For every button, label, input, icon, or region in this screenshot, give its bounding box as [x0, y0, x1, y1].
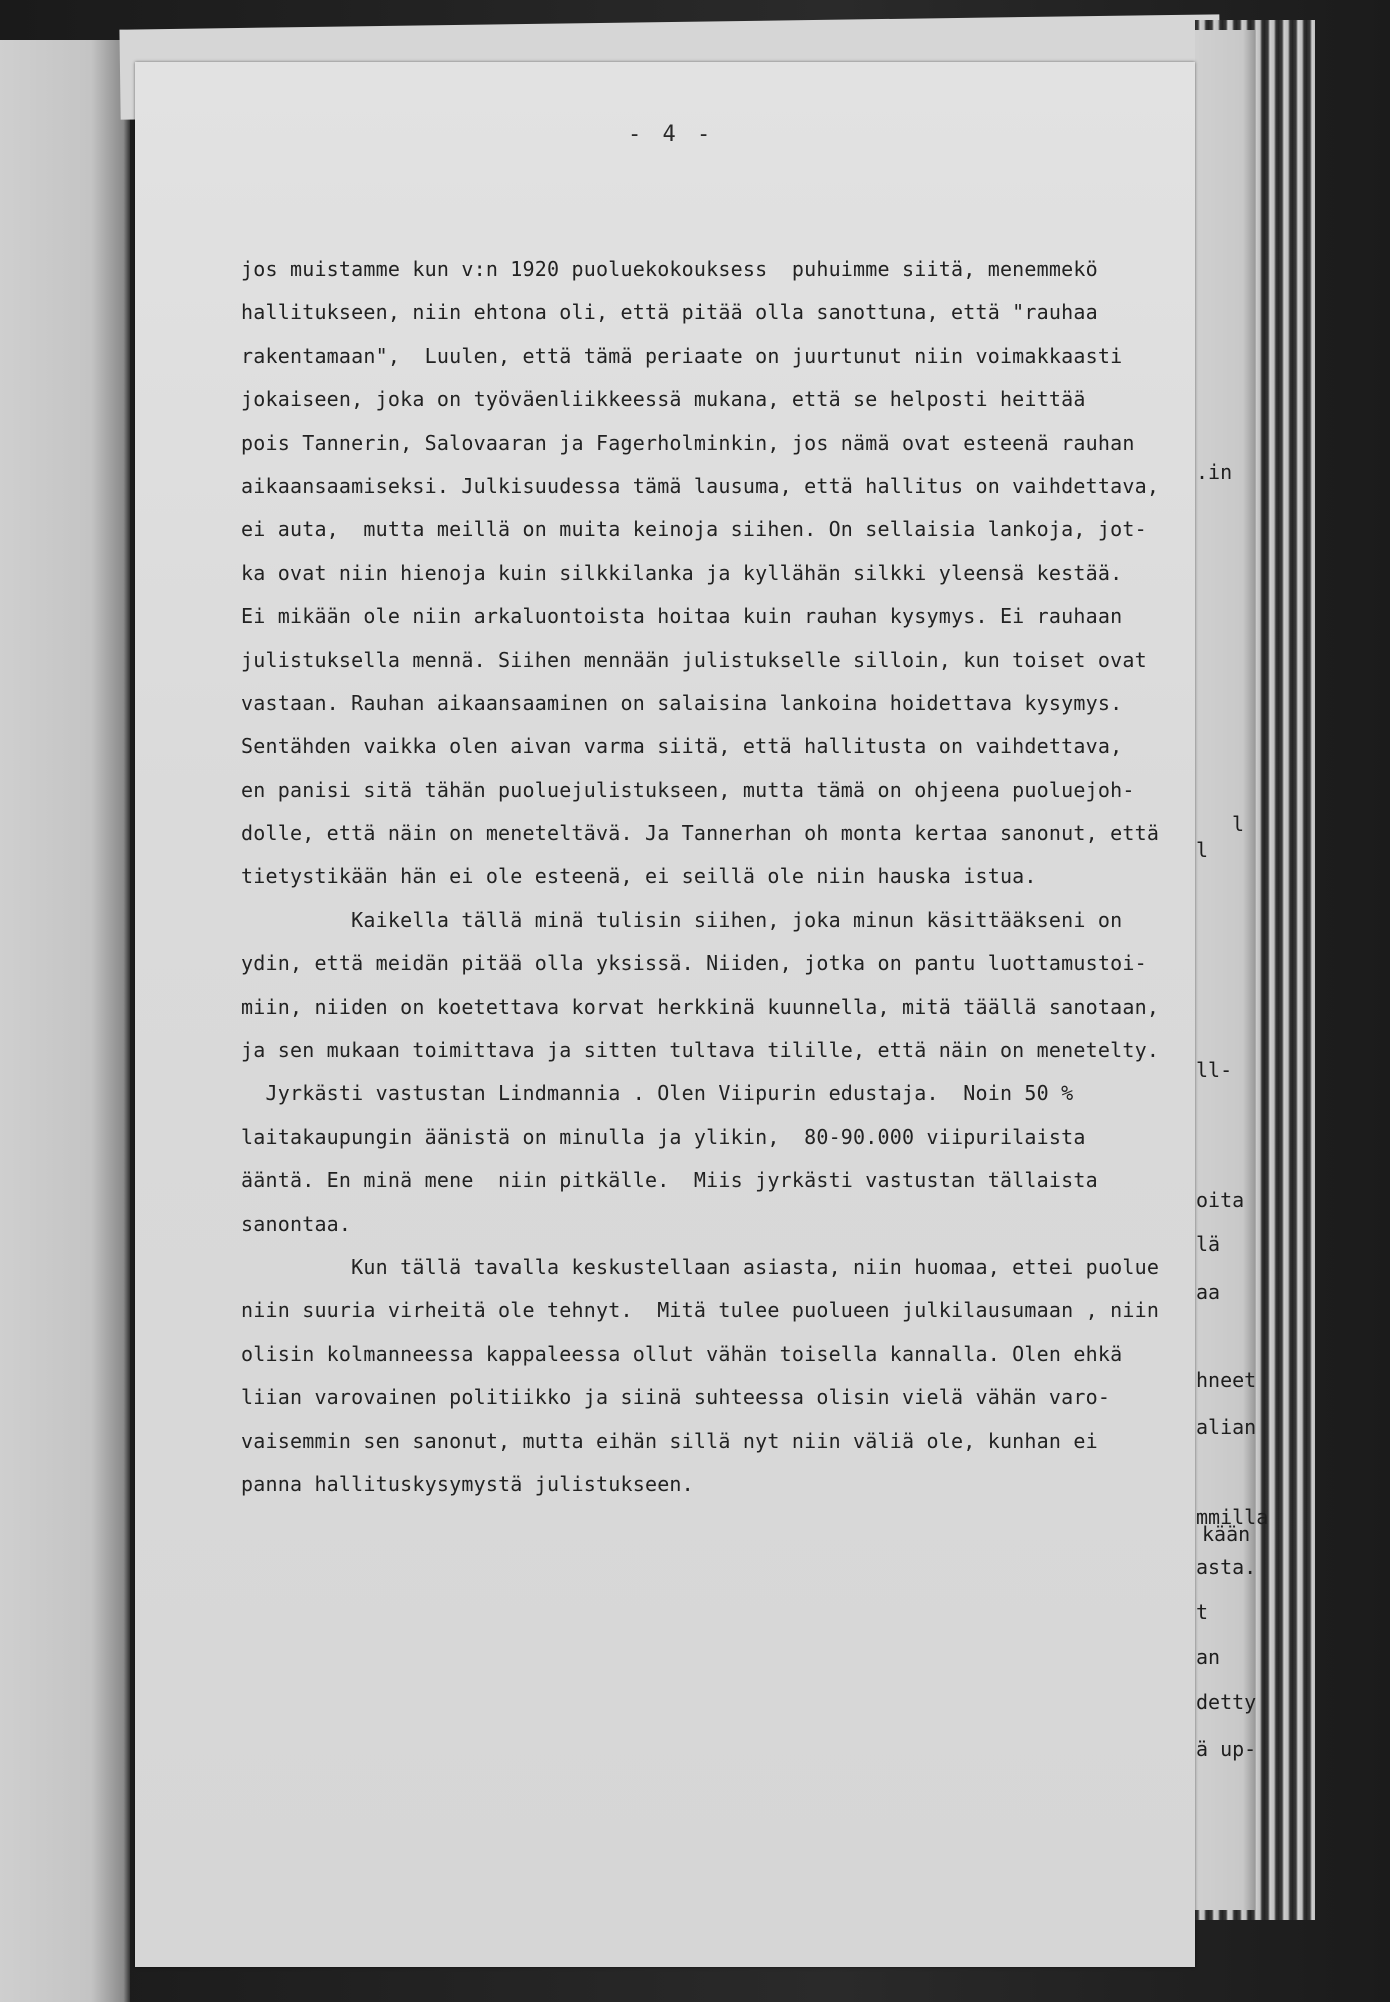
text-line: liian varovainen politiikko ja siinä suhteessa olisin vielä vähän varo-	[241, 1385, 1111, 1410]
margin-fragment: hneet	[1196, 1368, 1257, 1392]
margin-fragment: oita	[1196, 1188, 1245, 1212]
margin-fragment: mmilla	[1196, 1505, 1269, 1529]
page-number: - 4 -	[628, 122, 715, 147]
margin-fragment: ll-	[1196, 1058, 1233, 1082]
margin-fragment: t	[1196, 1600, 1209, 1624]
binding-edge	[0, 40, 130, 2002]
text-line: ka ovat niin hienoja kuin silkkilanka ja kyllähän silkki yleensä kestää.	[241, 560, 1123, 585]
margin-fragment: kään	[1202, 1522, 1251, 1546]
text-line: olisin kolmanneessa kappaleessa ollut vähän toisella kannalla. Olen ehkä	[241, 1341, 1123, 1366]
text-line: ydin, että meidän pitää olla yksissä. Niiden, jotka on pantu luottamustoi-	[241, 951, 1147, 976]
margin-fragment: lä	[1196, 1232, 1221, 1256]
text-line: Jyrkästi vastustan Lindmannia . Olen Viipurin edustaja. Noin 50 %	[241, 1081, 1074, 1106]
margin-fragment: l	[1196, 838, 1209, 862]
margin-fragment: an	[1196, 1645, 1221, 1669]
margin-fragment: .in	[1196, 460, 1233, 484]
margin-fragment: alian	[1196, 1415, 1257, 1439]
text-line: niin suuria virheitä ole tehnyt. Mitä tulee puolueen julkilausumaan , niin	[241, 1298, 1160, 1323]
text-line: dolle, että näin on meneteltävä. Ja Tannerhan oh monta kertaa sanonut, että	[241, 821, 1160, 846]
text-line: ääntä. En minä mene niin pitkälle. Miis jyrkästi vastustan tällaista	[241, 1168, 1098, 1193]
text-line: jokaiseen, joka on työväenliikkeessä mukana, että se helposti heittää	[241, 387, 1086, 412]
text-line: ei auta, mutta meillä on muita keinoja siihen. On sellaisia lankoja, jot-	[241, 517, 1147, 542]
margin-fragment: l	[1232, 812, 1245, 836]
text-line: tietystikään hän ei ole esteenä, ei seillä ole niin hauska istua.	[241, 864, 1037, 889]
text-line: vastaan. Rauhan aikaansaaminen on salaisina lankoina hoidettava kysymys.	[241, 690, 1123, 715]
text-line: rakentamaan", Luulen, että tämä periaate on juurtunut niin voimakkaasti	[241, 343, 1123, 368]
text-line: ja sen mukaan toimittava ja sitten tultava tilille, että näin on menetelty.	[241, 1038, 1160, 1063]
text-line: vaisemmin sen sanonut, mutta eihän sillä nyt niin väliä ole, kunhan ei	[241, 1428, 1098, 1453]
margin-fragment: ä up-	[1196, 1737, 1257, 1761]
text-line: hallitukseen, niin ehtona oli, että pitää olla sanottuna, että "rauhaa	[241, 300, 1098, 325]
text-line: Sentähden vaikka olen aivan varma siitä, että hallitusta on vaihdettava,	[241, 734, 1123, 759]
next-page-margin-fragments	[1196, 0, 1296, 2002]
text-line: sanontaa.	[241, 1211, 352, 1236]
text-line: pois Tannerin, Salovaaran ja Fagerholminkin, jos nämä ovat esteenä rauhan	[241, 430, 1135, 455]
text-line: jos muistamme kun v:n 1920 puoluekokouksess puhuimme siitä, menemmekö	[241, 257, 1098, 281]
text-line: Kaikella tällä minä tulisin siihen, joka minun käsittääkseni on	[241, 907, 1123, 932]
text-line: julistuksella mennä. Siihen mennään julistukselle silloin, kun toiset ovat	[241, 647, 1147, 672]
text-line: miin, niiden on koetettava korvat herkkinä kuunnella, mitä täällä sanotaan,	[241, 994, 1160, 1019]
margin-fragment: detty	[1196, 1690, 1257, 1714]
margin-fragment: aa	[1196, 1280, 1221, 1304]
text-line: en panisi sitä tähän puoluejulistukseen, mutta tämä on ohjeena puoluejoh-	[241, 777, 1135, 802]
text-line: aikaansaamiseksi. Julkisuudessa tämä lausuma, että hallitus on vaihdettava,	[241, 473, 1160, 498]
document-body	[241, 248, 1201, 1506]
text-line: laitakaupungin äänistä on minulla ja ylikin, 80-90.000 viipurilaista	[241, 1124, 1086, 1149]
text-line: Kun tällä tavalla keskustellaan asiasta, niin huomaa, ettei puolue	[241, 1254, 1160, 1279]
text-line: panna hallituskysymystä julistukseen.	[241, 1471, 694, 1496]
margin-fragment: asta.	[1196, 1555, 1257, 1579]
text-line: Ei mikään ole niin arkaluontoista hoitaa kuin rauhan kysymys. Ei rauhaan	[241, 604, 1123, 629]
